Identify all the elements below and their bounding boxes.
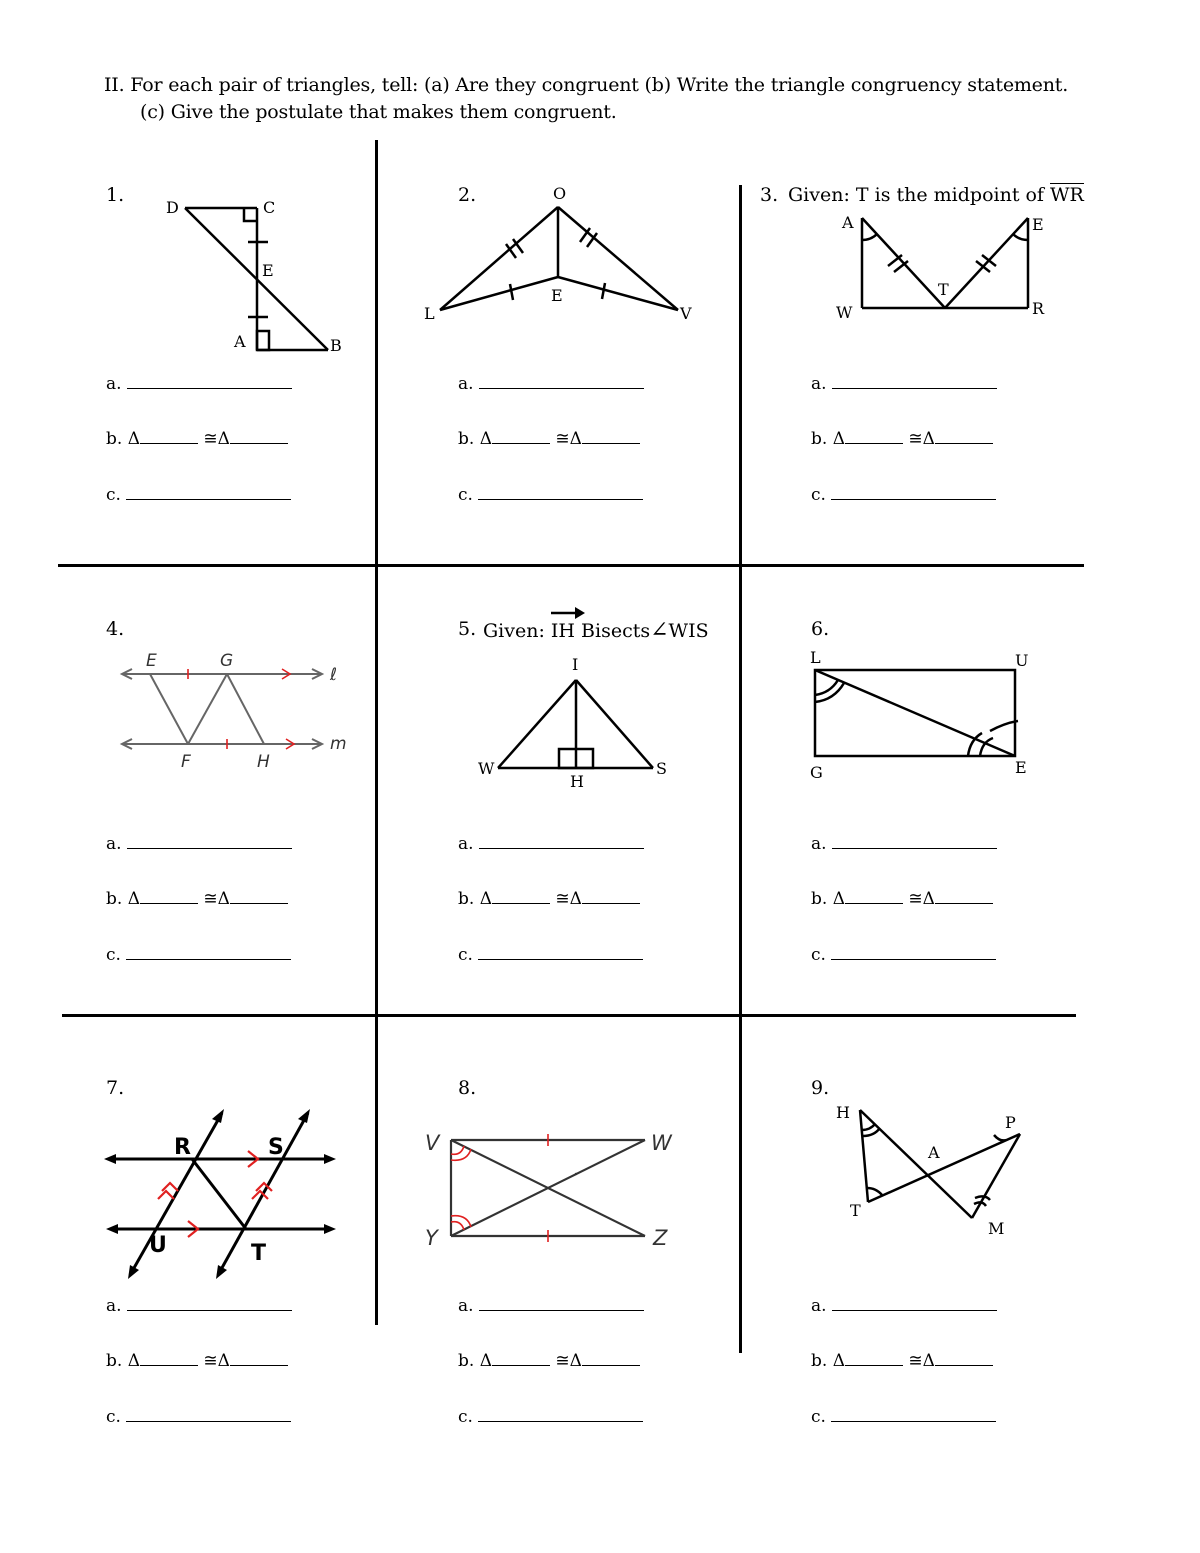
p4-blank-b2[interactable]: [230, 888, 288, 904]
label-H: H: [836, 1103, 850, 1122]
p7-answer-b: b. Δ ≅Δ: [106, 1350, 288, 1371]
problem-4-number: 4.: [106, 618, 125, 640]
problem-8-number: 8.: [458, 1077, 477, 1099]
label-T: T: [850, 1201, 861, 1220]
label-T: T: [251, 1241, 267, 1266]
given-text: Given:: [483, 620, 551, 642]
problem-7-number: 7.: [106, 1077, 125, 1099]
p5-blank-a[interactable]: [479, 833, 644, 849]
problem-8-figure: [415, 1120, 690, 1255]
label-line-m: m: [330, 734, 347, 754]
p2-blank-c[interactable]: [478, 484, 643, 500]
problem-5-figure: [470, 650, 680, 795]
p7-answer-c: c.: [106, 1406, 291, 1427]
label-M: M: [988, 1219, 1005, 1238]
p6-answer-b: b. Δ ≅Δ: [811, 888, 993, 909]
p9-blank-c[interactable]: [831, 1406, 996, 1422]
label-Y: Y: [425, 1226, 438, 1250]
angle-WIS: WIS: [668, 620, 709, 642]
p9-blank-a[interactable]: [832, 1295, 997, 1311]
problem-6-figure: [800, 645, 1050, 785]
p5-blank-b1[interactable]: [492, 888, 550, 904]
problem-5-number: 5.: [458, 618, 477, 640]
p8-blank-c[interactable]: [478, 1406, 643, 1422]
p8-answer-b: b. Δ ≅Δ: [458, 1350, 640, 1371]
problem-2-number: 2.: [458, 184, 477, 206]
p9-blank-b2[interactable]: [935, 1350, 993, 1366]
label-D: D: [166, 198, 179, 217]
p2-answer-c: c.: [458, 484, 643, 505]
angle-icon: ∠: [650, 618, 669, 643]
segment-WR: WR: [1050, 184, 1084, 206]
ray-IH: IH: [551, 620, 575, 642]
ray-arrow-icon: [551, 606, 585, 620]
p5-blank-b2[interactable]: [582, 888, 640, 904]
label-E: E: [1015, 758, 1027, 777]
label-C: C: [263, 198, 276, 217]
problem-4-figure: [110, 645, 360, 775]
given-text: Given: T is the midpoint of: [788, 184, 1051, 206]
label-R: R: [174, 1135, 191, 1160]
p7-blank-b2[interactable]: [230, 1350, 288, 1366]
label-Z: Z: [653, 1226, 668, 1250]
p2-blank-b2[interactable]: [582, 428, 640, 444]
problem-3-number: 3.: [760, 184, 779, 206]
p4-blank-a[interactable]: [127, 833, 292, 849]
p3-blank-b1[interactable]: [845, 428, 903, 444]
p4-answer-b: b. Δ ≅Δ: [106, 888, 288, 909]
p9-answer-c: c.: [811, 1406, 996, 1427]
label-F: F: [181, 752, 191, 772]
p7-answer-a: a.: [106, 1295, 292, 1316]
label-G: G: [810, 763, 823, 782]
problem-3-given: [788, 184, 1084, 206]
p1-blank-b1[interactable]: [140, 428, 198, 444]
grid-divider-vertical-right: [739, 185, 742, 1353]
p6-blank-c[interactable]: [831, 944, 996, 960]
label-H: H: [570, 772, 584, 791]
label-A: A: [842, 213, 854, 232]
p3-answer-c: c.: [811, 484, 996, 505]
p6-blank-b1[interactable]: [845, 888, 903, 904]
label-line-l: ℓ: [330, 665, 338, 685]
instructions-line-1: II. For each pair of triangles, tell: (a) Are they congruent (b) Write the triangle congruency statement.: [104, 74, 1069, 96]
label-L: L: [424, 304, 435, 323]
label-H: H: [257, 752, 270, 772]
label-W: W: [651, 1131, 672, 1155]
label-V: V: [425, 1131, 440, 1155]
label-A: A: [928, 1143, 940, 1162]
p3-blank-b2[interactable]: [935, 428, 993, 444]
problem-2-figure: [420, 180, 710, 330]
label-O: O: [553, 184, 567, 203]
label-A: A: [234, 332, 246, 351]
label-U: U: [1015, 651, 1029, 670]
p3-answer-b: b. Δ ≅Δ: [811, 428, 993, 449]
p7-blank-b1[interactable]: [140, 1350, 198, 1366]
p4-answer-a: a.: [106, 833, 292, 854]
label-E: E: [146, 651, 157, 671]
p1-blank-a[interactable]: [127, 373, 292, 389]
p2-answer-a: a.: [458, 373, 644, 394]
problem-5-given: [483, 618, 709, 643]
p5-blank-c[interactable]: [478, 944, 643, 960]
p6-blank-a[interactable]: [832, 833, 997, 849]
label-I: I: [572, 655, 579, 674]
label-U: U: [149, 1233, 167, 1258]
given-bisects: Bisects: [575, 620, 651, 642]
label-E: E: [262, 261, 274, 280]
label-L: L: [810, 648, 821, 667]
problem-1-figure: [160, 195, 360, 360]
p5-answer-a: a.: [458, 833, 644, 854]
label-G: G: [220, 651, 234, 671]
problem-7-figure: [100, 1105, 350, 1280]
p2-blank-a[interactable]: [479, 373, 644, 389]
p5-answer-c: c.: [458, 944, 643, 965]
grid-divider-vertical-left: [375, 140, 378, 1325]
p6-blank-b2[interactable]: [935, 888, 993, 904]
problem-6-number: 6.: [811, 618, 830, 640]
p6-answer-c: c.: [811, 944, 996, 965]
label-B: B: [330, 336, 342, 355]
label-P: P: [1005, 1113, 1016, 1132]
grid-divider-horizontal-bottom: [62, 1014, 1076, 1017]
p1-answer-b: b. Δ ≅Δ: [106, 428, 288, 449]
label-W: W: [836, 303, 853, 322]
p8-answer-c: c.: [458, 1406, 643, 1427]
p9-answer-b: b. Δ ≅Δ: [811, 1350, 993, 1371]
label-E: E: [551, 286, 563, 305]
label-R: R: [1032, 299, 1045, 318]
grid-divider-horizontal-top: [58, 564, 1084, 567]
label-V: V: [680, 304, 692, 323]
p5-answer-b: b. Δ ≅Δ: [458, 888, 640, 909]
label-W: W: [478, 759, 495, 778]
p3-blank-c[interactable]: [831, 484, 996, 500]
p4-blank-c[interactable]: [126, 944, 291, 960]
label-T: T: [938, 280, 949, 299]
p9-answer-a: a.: [811, 1295, 997, 1316]
problem-3-figure: [830, 210, 1060, 325]
problem-9-number: 9.: [811, 1077, 830, 1099]
p8-blank-b1[interactable]: [492, 1350, 550, 1366]
p7-blank-a[interactable]: [127, 1295, 292, 1311]
p4-answer-c: c.: [106, 944, 291, 965]
instructions: [104, 72, 1068, 126]
instructions-line-2: (c) Give the postulate that makes them congruent.: [140, 101, 617, 123]
p2-answer-b: b. Δ ≅Δ: [458, 428, 640, 449]
p4-blank-b1[interactable]: [140, 888, 198, 904]
p8-answer-a: a.: [458, 1295, 644, 1316]
p9-blank-b1[interactable]: [845, 1350, 903, 1366]
label-S: S: [268, 1135, 284, 1160]
p3-blank-a[interactable]: [832, 373, 997, 389]
p2-blank-b1[interactable]: [492, 428, 550, 444]
problem-9-figure: [830, 1100, 1060, 1245]
label-S: S: [656, 759, 667, 778]
p6-answer-a: a.: [811, 833, 997, 854]
p7-blank-c[interactable]: [126, 1406, 291, 1422]
p8-blank-b2[interactable]: [582, 1350, 640, 1366]
p1-blank-b2[interactable]: [230, 428, 288, 444]
label-E: E: [1032, 215, 1044, 234]
p8-blank-a[interactable]: [479, 1295, 644, 1311]
p1-answer-c: c.: [106, 484, 291, 505]
problem-1-number: 1.: [106, 184, 125, 206]
p1-answer-a: a.: [106, 373, 292, 394]
p1-blank-c[interactable]: [126, 484, 291, 500]
p3-answer-a: a.: [811, 373, 997, 394]
